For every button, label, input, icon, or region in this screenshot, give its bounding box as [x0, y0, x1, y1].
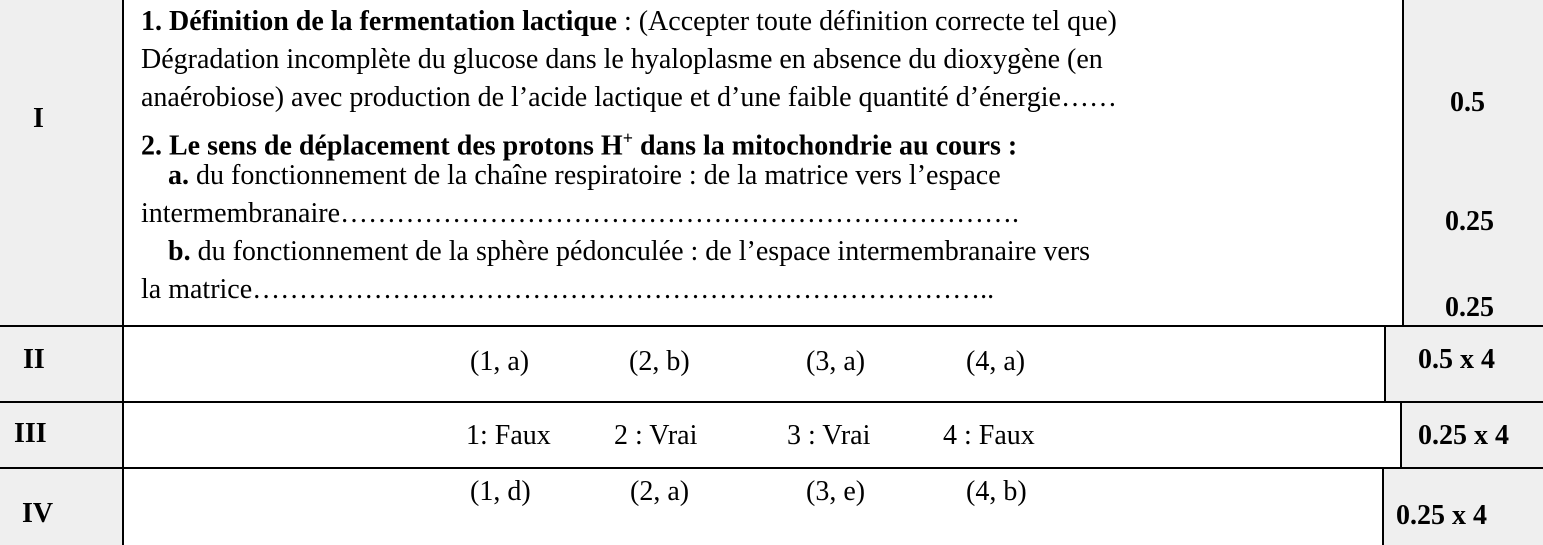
row-IV-answer-3: (3, e) — [806, 476, 866, 507]
row-divider-3 — [0, 467, 1543, 469]
row-IV-answer-2: (2, a) — [630, 476, 690, 507]
row-IV-answer-4: (4, b) — [966, 476, 1027, 507]
row-I-score-3: 0.25 — [1445, 292, 1494, 323]
row-III-number: III — [14, 418, 47, 449]
col-divider-right-row-II — [1384, 325, 1386, 403]
row-II-answer-4: (4, a) — [966, 346, 1026, 377]
row-I-score-cell — [1404, 0, 1543, 325]
row-II-answer-1: (1, a) — [470, 346, 530, 377]
row-II-score: 0.5 x 4 — [1418, 344, 1495, 375]
q1-line-2: Dégradation incomplète du glucose dans le hyaloplasme en absence du dioxygène (en — [141, 44, 1103, 75]
row-divider-2 — [0, 401, 1543, 403]
row-II-number-cell — [0, 327, 122, 401]
row-III-answer-2: 2 : Vrai — [614, 420, 698, 451]
b-text-1: du fonctionnement de la sphère pédonculée : de l’espace intermembranaire vers — [190, 236, 1091, 267]
col-divider-right-row-III — [1400, 401, 1402, 469]
row-I-score-1: 0.5 — [1450, 87, 1485, 118]
row-II-content-cell — [124, 327, 1384, 401]
q1-heading-line — [141, 3, 1117, 41]
row-IV-score: 0.25 x 4 — [1396, 500, 1487, 531]
a-line-1 — [168, 157, 1001, 195]
row-III-score: 0.25 x 4 — [1418, 420, 1509, 451]
q1-title: 1. Définition de la fermentation lactique — [141, 6, 617, 37]
row-III-answer-3: 3 : Vrai — [787, 420, 871, 451]
row-II-answer-3: (3, a) — [806, 346, 866, 377]
col-divider-right-row-I — [1402, 0, 1404, 327]
q2-title-a: 2. Le sens de déplacement des protons H — [141, 130, 623, 162]
row-IV-answer-1: (1, d) — [470, 476, 531, 507]
b-line-2: la matrice…………………………………………………………………….. — [141, 274, 995, 305]
row-IV-content-cell — [124, 469, 1382, 545]
col-divider-left — [122, 0, 124, 545]
row-I-number: I — [33, 103, 44, 134]
row-III-answer-4: 4 : Faux — [943, 420, 1035, 451]
q1-tail: : (Accepter toute définition correcte tel que) — [616, 6, 1117, 37]
row-II-number: II — [23, 344, 45, 375]
a-label: a. — [168, 160, 189, 191]
row-I-number-cell — [0, 0, 122, 325]
q1-line-3: anaérobiose) avec production de l’acide lactique et d’une faible quantité d’énergie…… — [141, 82, 1117, 113]
row-IV-number-cell — [0, 469, 122, 545]
row-II-answer-2: (2, b) — [629, 346, 690, 377]
a-line-2: intermembranaire………………………………………………………………. — [141, 198, 1020, 229]
row-IV-number: IV — [22, 498, 54, 529]
a-text-1: du fonctionnement de la chaîne respiratoire : de la matrice vers l’espace — [189, 160, 1001, 191]
row-III-content-cell — [124, 403, 1400, 467]
q2-superscript: + — [622, 128, 633, 148]
b-line-1 — [168, 233, 1090, 271]
row-divider-1 — [0, 325, 1543, 327]
b-label: b. — [168, 236, 191, 267]
row-III-answer-1: 1: Faux — [466, 420, 551, 451]
row-I-score-2: 0.25 — [1445, 206, 1494, 237]
q2-title-b: dans la mitochondrie au cours : — [632, 130, 1018, 162]
col-divider-right-row-IV — [1382, 467, 1384, 545]
